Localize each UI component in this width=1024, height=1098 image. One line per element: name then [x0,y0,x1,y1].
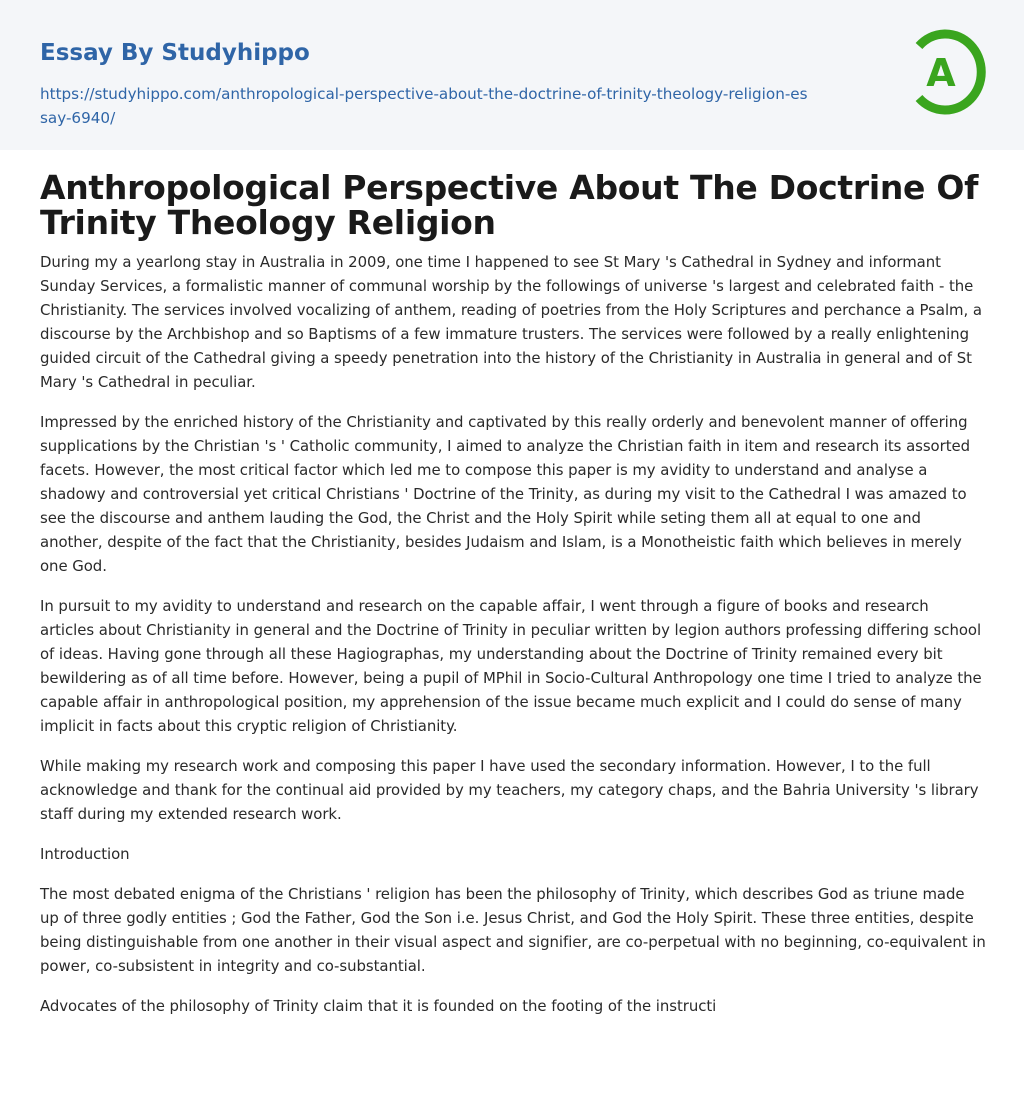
brand-title[interactable]: Essay By Studyhippo [40,40,310,66]
paragraph: The most debated enigma of the Christians ' religion has been the philosophy of Trinity, which describes God as triune made up of three godly entities ; God the Father, God the Son i.e. Jesus Christ, and God the Holy Spirit. These three entities, despite being distinguishable from one another in their visual aspect and signifier, are co-perpetual with no beginning, co-equivalent in power, co-subsistent in integrity and co-substantial. [40,885,986,975]
logo-letter: A [926,51,956,95]
paragraph: During my a yearlong stay in Australia in 2009, one time I happened to see St Mary 's Cathedral in Sydney and informant Sunday Services, a formalistic manner of communal worship by the followings of universe 's largest and celebrated faith - the Christianity. The services involved vocalizing of anthem, reading of poetries from the Holy Scriptures and perchance a Psalm, a discourse by the Archbishop and so Baptisms of a few immature trusters. The services were followed by a really enlightening guided circuit of the Cathedral giving a speedy penetration into the history of the Christianity in Australia in general and of St Mary 's Cathedral in peculiar. [40,253,982,391]
paragraph-truncated: Advocates of the philosophy of Trinity claim that it is founded on the footing of the instructi [40,997,717,1015]
article-title: Anthropological Perspective About The Doctrine Of Trinity Theology Religion [40,168,979,242]
studyhippo-logo-icon[interactable] [906,28,990,116]
site-header [0,0,1024,150]
paragraph: While making my research work and composing this paper I have used the secondary information. However, I to the full acknowledge and thank for the continual aid provided by my teachers, my category chaps, and the Bahria University 's library staff during my extended research work. [40,757,979,823]
section-heading-introduction: Introduction [40,845,130,863]
paragraph: In pursuit to my avidity to understand and research on the capable affair, I went through a figure of books and research articles about Christianity in general and the Doctrine of Trinity in peculiar written by legion authors professing differing school of ideas. Having gone through all these Hagiographas, my understanding about the Doctrine of Trinity remained every bit bewildering as of all time before. However, being a pupil of MPhil in Socio-Cultural Anthropology one time I tried to analyze the capable affair in anthropological position, my apprehension of the issue became much explicit and I could do sense of many implicit in facts about this cryptic religion of Christianity. [40,597,982,735]
article-body [40,170,986,1034]
paragraph: Impressed by the enriched history of the Christianity and captivated by this really orderly and benevolent manner of offering supplications by the Christian 's ' Catholic community, I aimed to analyze the Christian faith in item and research its assorted facets. However, the most critical factor which led me to compose this paper is my avidity to understand and analyse a shadowy and controversial yet critical Christians ' Doctrine of the Trinity, as during my visit to the Cathedral I was amazed to see the discourse and anthem lauding the God, the Christ and the Holy Spirit while seting them all at equal to one and another, despite of the fact that the Christianity, besides Judaism and Islam, is a Monotheistic faith which believes in merely one God. [40,413,970,575]
source-url-link[interactable]: https://studyhippo.com/anthropological-perspective-about-the-doctrine-of-trinity-theology-religion-essay-6940/ [40,85,808,127]
